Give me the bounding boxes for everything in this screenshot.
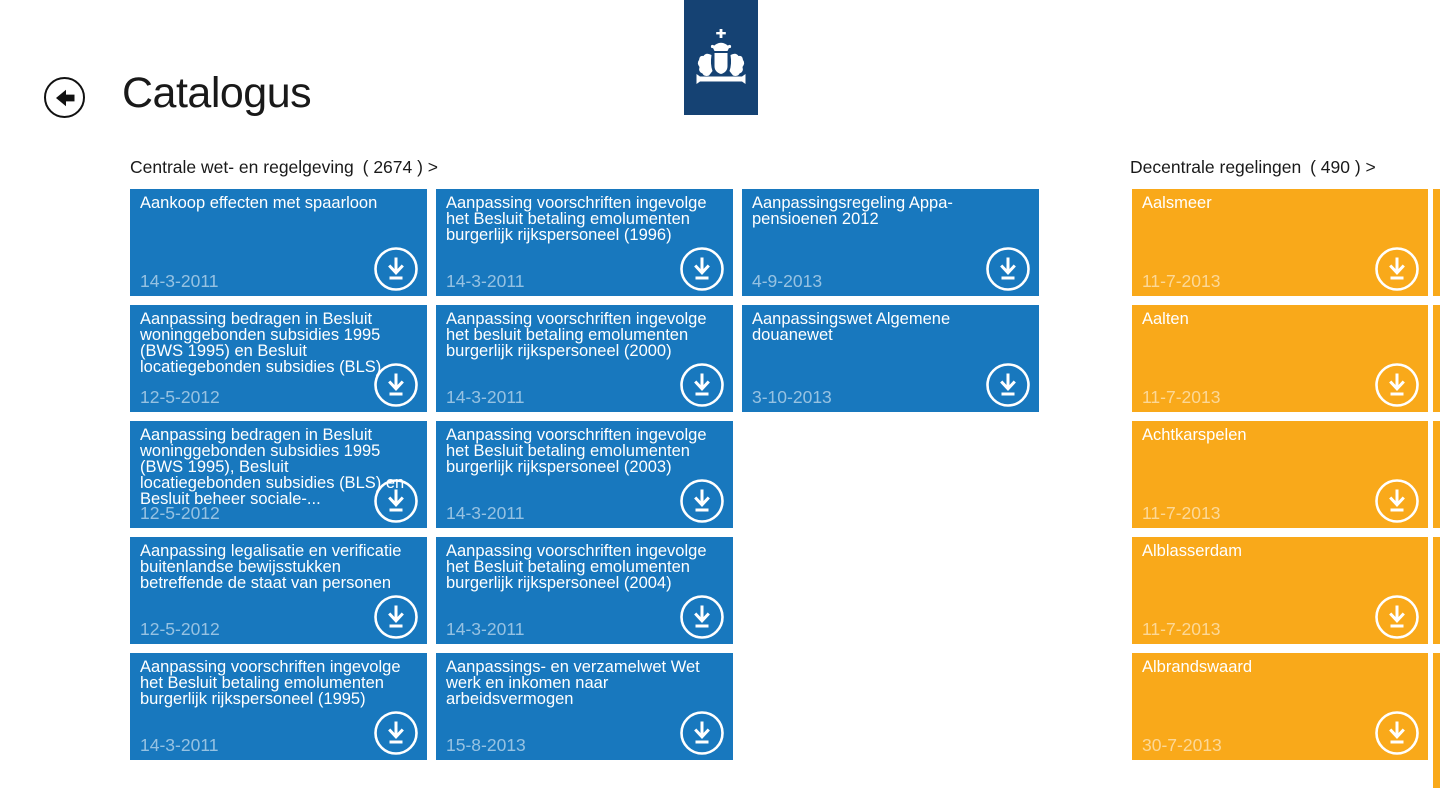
tile-date: 14-3-2011 xyxy=(446,387,525,407)
tile-title: Aanpassingsregeling Appa-pensioenen 2012 xyxy=(752,194,953,228)
download-icon[interactable] xyxy=(373,362,419,408)
tile-date: 11-7-2013 xyxy=(1142,387,1221,407)
download-icon[interactable] xyxy=(1374,362,1420,408)
page-title: Catalogus xyxy=(122,69,312,117)
tile-title: Aanpassingswet Algemene douanewet xyxy=(752,310,951,344)
catalog-tile[interactable] xyxy=(130,189,427,296)
download-icon[interactable] xyxy=(1374,246,1420,292)
rijksoverheid-logo xyxy=(684,0,758,115)
tile-title: Aanpassing voorschriften ingevolge het Besluit betaling emolumenten burgerlijk rijkspersoneel (2003) xyxy=(446,426,707,476)
download-icon[interactable] xyxy=(373,478,419,524)
tile-title: Aanpassing voorschriften ingevolge het Besluit betaling emolumenten burgerlijk rijkspersoneel (1995) xyxy=(140,658,401,708)
tile-grid-centrale xyxy=(130,189,1039,760)
catalog-tile[interactable] xyxy=(742,305,1039,412)
download-icon[interactable] xyxy=(373,594,419,640)
download-icon[interactable] xyxy=(679,710,725,756)
tile-title: Albrandswaard xyxy=(1142,658,1253,676)
catalog-tile[interactable] xyxy=(130,421,427,528)
section-header-centrale[interactable] xyxy=(130,157,438,178)
clipped-tile[interactable] xyxy=(1433,305,1440,412)
tile-title: Achtkarspelen xyxy=(1142,426,1247,444)
download-icon[interactable] xyxy=(373,246,419,292)
clipped-tile[interactable] xyxy=(1433,189,1440,296)
catalog-tile[interactable] xyxy=(436,421,733,528)
tile-title: Aalten xyxy=(1142,310,1189,328)
clipped-column xyxy=(1433,189,1440,797)
tile-date: 11-7-2013 xyxy=(1142,503,1221,523)
section-count: ( 2674 ) > xyxy=(362,157,439,177)
tile-grid-decentrale xyxy=(1132,189,1428,760)
catalog-tile[interactable] xyxy=(130,305,427,412)
tile-date: 12-5-2012 xyxy=(140,619,220,639)
catalog-tile[interactable] xyxy=(436,653,733,760)
tile-title: Aanpassing voorschriften ingevolge het Besluit betaling emolumenten burgerlijk rijkspersoneel (2004) xyxy=(446,542,707,592)
download-icon[interactable] xyxy=(1374,594,1420,640)
clipped-tile[interactable] xyxy=(1433,653,1440,788)
tile-title: Aanpassings- en verzamelwet Wet werk en inkomen naar arbeidsvermogen xyxy=(446,658,700,708)
tile-date: 12-5-2012 xyxy=(140,387,220,407)
download-icon[interactable] xyxy=(1374,710,1420,756)
tile-title: Aanpassing voorschriften ingevolge het besluit betaling emolumenten burgerlijk rijkspersoneel (2000) xyxy=(446,310,707,360)
tile-date: 3-10-2013 xyxy=(752,387,832,407)
tile-title: Alblasserdam xyxy=(1142,542,1242,560)
catalog-tile[interactable] xyxy=(1132,537,1428,644)
section-header-decentrale[interactable] xyxy=(1130,157,1376,178)
tile-title: Aanpassing bedragen in Besluit woninggebonden subsidies 1995 (BWS 1995) en Besluit locatiegebonden subsidies (BLS) xyxy=(140,310,382,376)
download-icon[interactable] xyxy=(985,362,1031,408)
coat-of-arms-icon xyxy=(684,0,758,115)
back-button[interactable] xyxy=(44,77,85,118)
tile-date: 14-3-2011 xyxy=(446,503,525,523)
tile-title: Aanpassing legalisatie en verificatie buitenlandse bewijsstukken betreffende de staat van personen xyxy=(140,542,402,592)
tile-title: Aalsmeer xyxy=(1142,194,1212,212)
tile-date: 30-7-2013 xyxy=(1142,735,1222,755)
tile-title: Aanpassing bedragen in Besluit woninggebonden subsidies 1995 (BWS 1995), Besluit locatiegebonden subsidies (BLS) en Besluit beheer sociale-... xyxy=(140,426,405,508)
catalog-tile[interactable] xyxy=(742,189,1039,296)
tile-date: 12-5-2012 xyxy=(140,503,220,523)
download-icon[interactable] xyxy=(679,362,725,408)
catalog-tile[interactable] xyxy=(436,305,733,412)
download-icon[interactable] xyxy=(985,246,1031,292)
tile-date: 14-3-2011 xyxy=(140,735,219,755)
catalog-tile[interactable] xyxy=(436,537,733,644)
tile-date: 15-8-2013 xyxy=(446,735,526,755)
catalog-tile[interactable] xyxy=(1132,421,1428,528)
section-count: ( 490 ) > xyxy=(1310,157,1376,177)
catalog-tile[interactable] xyxy=(1132,189,1428,296)
tile-date: 14-3-2011 xyxy=(446,271,525,291)
clipped-tile[interactable] xyxy=(1433,537,1440,644)
tile-date: 11-7-2013 xyxy=(1142,619,1221,639)
section-title: Decentrale regelingen xyxy=(1130,157,1302,177)
tile-date: 11-7-2013 xyxy=(1142,271,1221,291)
tile-date: 4-9-2013 xyxy=(752,271,823,291)
catalog-tile[interactable] xyxy=(1132,305,1428,412)
download-icon[interactable] xyxy=(679,594,725,640)
tile-date: 14-3-2011 xyxy=(446,619,525,639)
download-icon[interactable] xyxy=(679,478,725,524)
download-icon[interactable] xyxy=(1374,478,1420,524)
catalog-tile[interactable] xyxy=(130,653,427,760)
tile-date: 14-3-2011 xyxy=(140,271,219,291)
clipped-tile[interactable] xyxy=(1433,421,1440,528)
download-icon[interactable] xyxy=(679,246,725,292)
catalog-tile[interactable] xyxy=(1132,653,1428,760)
catalog-tile[interactable] xyxy=(436,189,733,296)
tile-title: Aankoop effecten met spaarloon xyxy=(140,194,378,212)
download-icon[interactable] xyxy=(373,710,419,756)
arrow-left-icon xyxy=(53,86,77,110)
catalog-tile[interactable] xyxy=(130,537,427,644)
section-title: Centrale wet- en regelgeving xyxy=(130,157,354,177)
tile-title: Aanpassing voorschriften ingevolge het Besluit betaling emolumenten burgerlijk rijkspersoneel (1996) xyxy=(446,194,707,244)
